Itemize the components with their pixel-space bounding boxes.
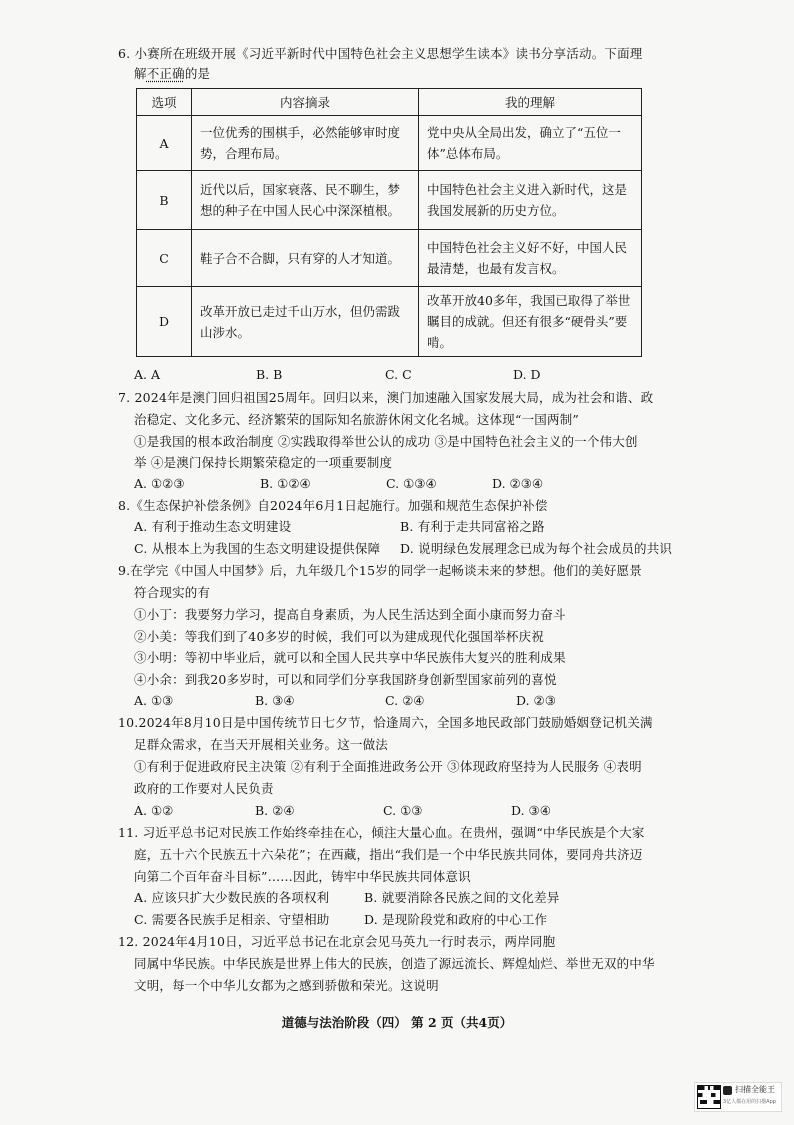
q8-option-a[interactable]: A. 有利于推动生态文明建设	[134, 519, 292, 534]
q9-option-b[interactable]: B. ③④	[255, 693, 295, 708]
q6-row-excerpt: 鞋子合不合脚，只有穿的人才知道。	[192, 230, 419, 287]
q6-header-understanding: 我的理解	[419, 89, 642, 116]
q11-stem-line2: 庭，五十六个民族五十六朵花”；在西藏，指出“我们是一个中华民族共同体，要同舟共济迈	[134, 847, 643, 862]
q6-stem-prefix: 解	[134, 66, 147, 81]
q10-option-b[interactable]: B. ②④	[255, 803, 295, 818]
scanner-subtitle: 3亿人都在用的扫描App	[723, 1099, 776, 1105]
q9-stem-line2: 符合现实的有	[134, 585, 211, 600]
q6-row-excerpt: 改革开放已走过千山万水，但仍需跋山涉水。	[192, 287, 419, 357]
q8-option-c[interactable]: C. 从根本上为我国的生态文明建设提供保障	[134, 541, 381, 556]
q11-stem-line1: 11. 习近平总书记对民族工作始终牵挂在心，倾注大量心血。在贵州，强调“中华民族是个大家	[118, 825, 645, 840]
q11-option-b[interactable]: B. 就要消除各民族之间的文化差异	[364, 890, 560, 905]
q6-row-understanding: 党中央从全局出发，确立了“五位一体”总体布局。	[419, 116, 642, 171]
q6-row-understanding: 改革开放40多年，我国已取得了举世瞩目的成就。但还有很多“硬骨头”要啃。	[419, 287, 642, 357]
q6-row-excerpt: 一位优秀的围棋手，必然能够审时度势，合理布局。	[192, 116, 419, 171]
table-row	[137, 116, 642, 171]
q9-statement-3: ③小明：等初中毕业后，就可以和全国人民共享中华民族伟大复兴的胜利成果	[134, 650, 566, 665]
q6-option-d[interactable]: D. D	[513, 367, 541, 382]
q6-row-option: A	[137, 116, 192, 171]
q6-row-option: B	[137, 171, 192, 230]
scanner-logo-icon	[723, 1086, 732, 1095]
q7-option-a[interactable]: A. ①②③	[134, 476, 185, 491]
q7-stem-line1: 7. 2024年是澳门回归祖国25周年。回归以来，澳门加速融入国家发展大局，成为社会和谐、政	[118, 390, 654, 405]
q6-stem-emphasis: 不正确	[146, 66, 185, 81]
q6-stem-line1: 6. 小赛所在班级开展《习近平新时代中国特色社会主义思想学生读本》读书分享活动。下面理	[118, 46, 643, 61]
scanner-watermark	[694, 1082, 782, 1112]
q6-row-understanding: 中国特色社会主义好不好，中国人民最清楚，也最有发言权。	[419, 230, 642, 287]
q11-option-a[interactable]: A. 应该只扩大少数民族的各项权利	[134, 890, 330, 905]
q6-row-option: D	[137, 287, 192, 357]
q12-stem-line1: 12. 2024年4月10日，习近平总书记在北京会见马英九一行时表示，两岸同胞	[118, 934, 556, 949]
table-row	[137, 287, 642, 357]
table-row	[137, 171, 642, 230]
q12-stem-line2: 同属中华民族。中华民族是世界上伟大的民族，创造了源远流长、辉煌灿烂、举世无双的中华	[134, 956, 655, 971]
q9-option-c[interactable]: C. ②④	[385, 693, 425, 708]
q9-option-d[interactable]: D. ②③	[516, 693, 556, 708]
scanner-title: 扫描全能王	[735, 1085, 775, 1094]
q6-header-option: 选项	[137, 89, 192, 116]
q12-stem-line3: 文明，每一个中华儿女都为之感到骄傲和荣光。这说明	[134, 978, 439, 993]
q7-stem-line2: 治稳定、文化多元、经济繁荣的国际知名旅游休闲文化名城。这体现“一国两制”	[134, 412, 579, 427]
q10-option-c[interactable]: C. ①③	[383, 803, 423, 818]
q6-stem-line2	[134, 65, 210, 83]
q7-option-d[interactable]: D. ②③④	[492, 476, 544, 491]
q10-statements-line1: ①有利于促进政府民主决策 ②有利于全面推进政务公开 ③体现政府坚持为人民服务 ④表明	[134, 759, 642, 774]
q9-statement-2: ②小美：等我们到了40多岁的时候，我们可以为建成现代化强国举杯庆祝	[134, 629, 545, 644]
q9-statement-4: ④小余：到我20多岁时，可以和同学们分享我国跻身创新型国家前列的喜悦	[134, 672, 557, 687]
q7-statements-line2: 举 ④是澳门保持长期繁荣稳定的一项重要制度	[134, 455, 393, 470]
q10-statements-line2: 政府的工作要对人民负责	[134, 781, 274, 796]
q6-stem-suffix: 的是	[184, 66, 211, 81]
q10-stem-line1: 10.2024年8月10日是中国传统节日七夕节，恰逢周六，全国多地民政部门鼓励婚姻登记机关满	[118, 715, 653, 730]
q6-row-option: C	[137, 230, 192, 287]
q10-option-d[interactable]: D. ③④	[511, 803, 551, 818]
q9-option-a[interactable]: A. ①③	[134, 693, 174, 708]
q10-option-a[interactable]: A. ①②	[134, 803, 174, 818]
q7-option-b[interactable]: B. ①②④	[260, 476, 311, 491]
q8-option-b[interactable]: B. 有利于走共同富裕之路	[400, 519, 545, 534]
qr-code-icon	[697, 1085, 721, 1109]
q6-option-c[interactable]: C. C	[385, 367, 412, 382]
q6-option-a[interactable]: A. A	[134, 367, 161, 382]
page-footer: 道德与法治阶段（四） 第 2 页（共4页）	[281, 1015, 513, 1030]
q6-option-b[interactable]: B. B	[256, 367, 283, 382]
q6-table-header-row	[137, 89, 642, 116]
q8-stem: 8.《生态保护补偿条例》自2024年6月1日起施行。加强和规范生态保护补偿	[118, 498, 548, 513]
q11-stem-line3: 向第二个百年奋斗目标”……因此，铸牢中华民族共同体意识	[134, 869, 471, 884]
q7-statements-line1: ①是我国的根本政治制度 ②实践取得举世公认的成功 ③是中国特色社会主义的一个伟大创	[134, 434, 638, 449]
q8-option-d[interactable]: D. 说明绿色发展理念已成为每个社会成员的共识	[400, 541, 673, 556]
q6-table	[136, 88, 642, 357]
q9-statement-1: ①小丁：我要努力学习，提高自身素质，为人民生活达到全面小康而努力奋斗	[134, 607, 566, 622]
q11-option-c[interactable]: C. 需要各民族手足相亲、守望相助	[134, 912, 330, 927]
q6-header-excerpt: 内容摘录	[192, 89, 419, 116]
q10-stem-line2: 足群众需求，在当天开展相关业务。这一做法	[134, 737, 389, 752]
q6-row-understanding: 中国特色社会主义进入新时代，这是我国发展新的历史方位。	[419, 171, 642, 230]
q9-stem-line1: 9.在学完《中国人中国梦》后，九年级几个15岁的同学一起畅谈未来的梦想。他们的美好愿景	[118, 563, 642, 578]
q7-option-c[interactable]: C. ①③④	[386, 476, 437, 491]
q6-row-excerpt: 近代以后，国家衰落、民不聊生，梦想的种子在中国人民心中深深植根。	[192, 171, 419, 230]
table-row	[137, 230, 642, 287]
q11-option-d[interactable]: D. 是现阶段党和政府的中心工作	[364, 912, 548, 927]
